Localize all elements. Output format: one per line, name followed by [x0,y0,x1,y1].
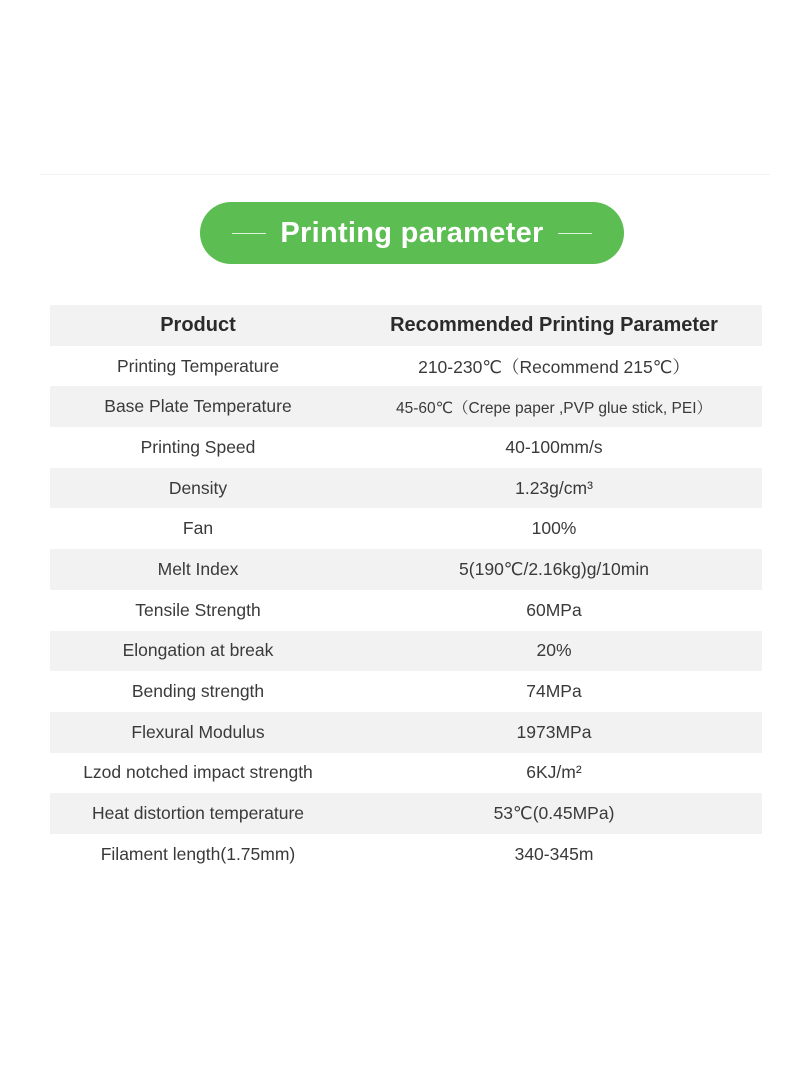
table-row [50,590,762,631]
parameter-value: 100% [531,518,577,539]
page-title: Printing parameter [280,216,544,249]
parameter-value: 40-100mm/s [505,436,603,457]
parameter-value: 340-345m [514,843,594,864]
parameter-value: 1973MPa [516,721,592,742]
parameter-name: Base Plate Temperature [104,396,292,417]
title-right-dash [558,233,592,234]
parameter-name: Printing Temperature [116,355,280,376]
parameter-name: Lzod notched impact strength [83,762,313,783]
parameter-name: Density [168,477,228,498]
parameter-name: Fan [182,518,214,539]
parameter-table [50,305,762,875]
table-row [50,671,762,712]
parameter-value: 53℃(0.45MPa) [493,803,615,824]
table-row [50,468,762,509]
table-row [50,631,762,672]
parameter-value: 210-230℃（Recommend 215℃） [418,356,690,377]
table-row [50,346,762,387]
table-header-row [50,305,762,346]
parameter-value: 60MPa [526,599,582,620]
title-left-dash [232,233,266,234]
parameter-name: Heat distortion temperature [91,803,305,824]
parameter-value: 45-60℃（Crepe paper ,PVP glue stick, PEI） [395,399,713,417]
parameter-name: Printing Speed [140,436,256,457]
parameter-name: Elongation at break [122,640,274,661]
parameter-value: 6KJ/m² [526,762,582,783]
parameter-value: 5(190℃/2.16kg)g/10min [459,558,649,579]
header-product: Product [160,313,236,336]
table-row [50,549,762,590]
parameter-name: Filament length(1.75mm) [100,843,296,864]
table-row [50,427,762,468]
top-divider [40,174,770,175]
table-row [50,834,762,875]
parameter-value: 20% [536,640,572,661]
header-recommended-parameter: Recommended Printing Parameter [390,313,718,336]
table-row [50,386,762,427]
parameter-name: Bending strength [131,681,265,702]
parameter-name: Tensile Strength [135,599,261,620]
table-row [50,508,762,549]
parameter-value: 1.23g/cm³ [515,477,593,498]
title-banner [200,202,624,264]
table-row [50,712,762,753]
table-row [50,793,762,834]
parameter-value: 74MPa [526,681,582,702]
parameter-name: Melt Index [157,558,239,579]
parameter-name: Flexural Modulus [131,721,265,742]
table-row [50,753,762,794]
